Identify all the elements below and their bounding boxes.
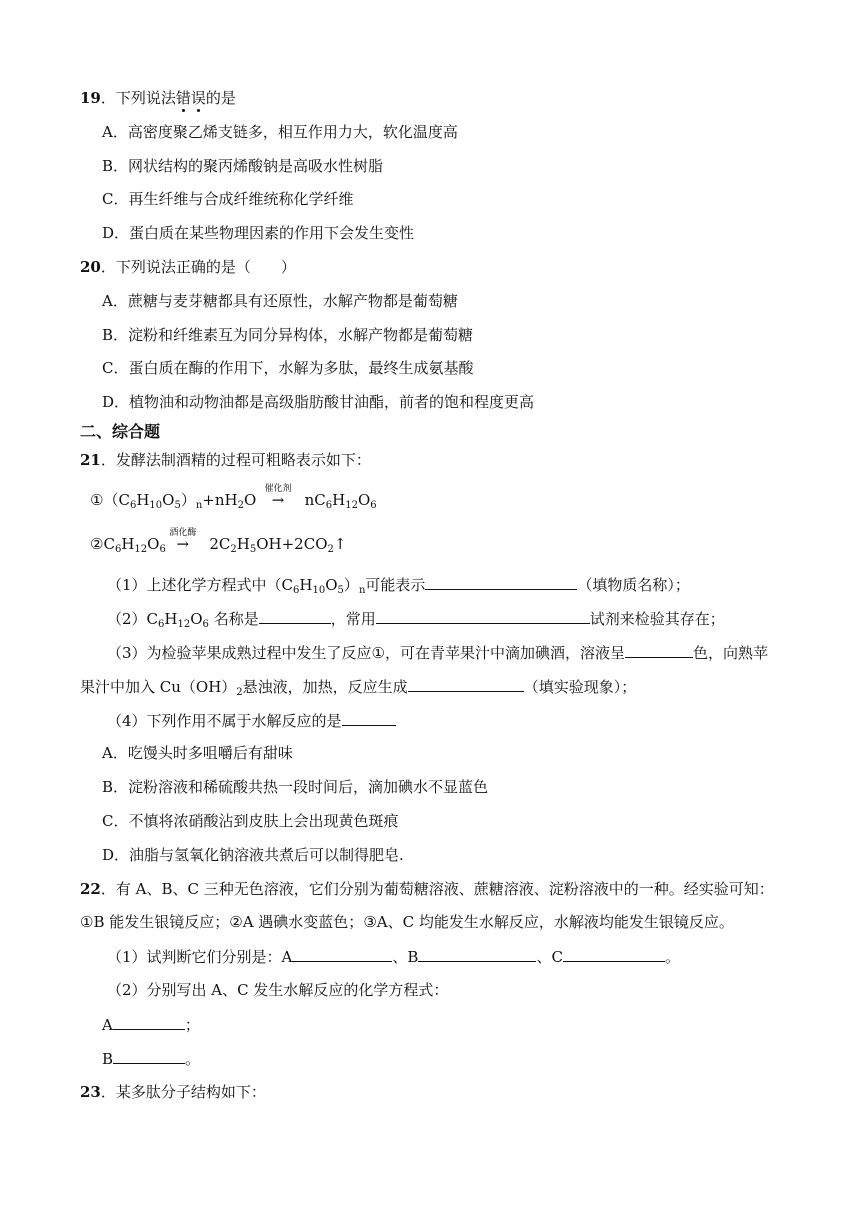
answer-blank[interactable] [425,574,577,590]
q21-stem: 21．发酵法制酒精的过程可粗略表示如下： [80,451,371,469]
emphasis-char: 错 [175,89,191,107]
q20-option-d: D．植物油和动物油都是高级脂肪酸甘油酯，前者的饱和程度更高 [102,393,535,411]
q21-sub-2: $(2)C_6H_{12}O_6$ 名称是 ，常用 试剂来检验其存在； [107,610,725,630]
q22-answer-a: A ； [102,1016,200,1034]
answer-blank[interactable] [376,608,590,624]
q21-option-a: A．吃馒头时多咀嚼后有甜味 [102,744,293,762]
arrow-icon: → [271,491,285,509]
equation-2: $②C_6H_{12}O_6$ 酒化酶 → $2C_2H_5OH+2CO_2↑$ [90,534,346,554]
q22-sub-1: （1）试判断它们分别是：A 、B 、C 。 [107,948,680,966]
catalyst-label: 催化剂 [264,484,292,494]
q22-number: 22 [80,880,101,898]
section-heading: 二、综合题 [80,422,161,441]
q21-option-c: C．不慎将浓硝酸沾到皮肤上会出现黄色斑痕 [102,812,399,830]
q19-option-d: D．蛋白质在某些物理因素的作用下会发生变性 [102,224,415,242]
q19-option-a: A．高密度聚乙烯支链多，相互作用力大，软化温度高 [102,123,458,141]
q20-stem: 20．下列说法正确的是（ ） [80,258,296,276]
answer-blank-a[interactable] [292,946,392,962]
answer-blank-b[interactable] [418,946,536,962]
answer-blank[interactable] [113,1048,185,1064]
q19-option-c: C．再生纤维与合成纤维统称化学纤维 [102,190,354,208]
answer-blank[interactable] [113,1014,185,1030]
q20-number: 20 [80,258,101,276]
q23-number: 23 [80,1083,101,1101]
q19-stem: 19．下列说法错误的是 [80,89,236,107]
q21-sub-3: （3）为检验苹果成熟过程中发生了反应①，可在青苹果汁中滴加碘酒，溶液呈 色，向熟苹 [107,644,769,662]
q22-sub-2: （2）分别写出 A、C 发生水解反应的化学方程式： [107,981,449,999]
emphasis-char: 误 [190,89,206,107]
catalyst-label: 酒化酶 [169,528,197,538]
q21-option-d: D．油脂与氢氧化钠溶液共煮后可以制得肥皂. [102,846,404,864]
q22-stem: 22．有 A、B、C 三种无色溶液，它们分别为葡萄糖溶液、蔗糖溶液、淀粉溶液中的一种。经实验可知： [80,880,774,898]
q20-option-c: C．蛋白质在酶的作用下，水解为多肽，最终生成氨基酸 [102,359,474,377]
q21-sub-1: （1）上述化学方程式中$(C_6H_{10}O_5)_n$可能表示 （填物质名称）； [107,576,690,596]
q23-stem: 23．某多肽分子结构如下： [80,1083,266,1101]
q20-option-b: B．淀粉和纤维素互为同分异构体，水解产物都是葡萄糖 [102,326,474,344]
arrow-icon: → [176,535,190,553]
answer-blank[interactable] [259,608,331,624]
answer-blank[interactable] [625,642,693,658]
q21-option-b: B．淀粉溶液和稀硫酸共热一段时间后，滴加碘水不显蓝色 [102,778,489,796]
q20-option-a: A．蔗糖与麦芽糖都具有还原性，水解产物都是葡萄糖 [102,292,458,310]
answer-blank[interactable] [342,710,396,726]
q22-facts: ①B 能发生银镜反应；②A 遇碘水变蓝色；③A、C 均能发生水解反应，水解液均能发生银镜反应。 [80,913,734,931]
q21-number: 21 [80,451,101,469]
equation-1: $①(C_6H_{10}O_5)_n+nH_2O$ 催化剂 → $nC_6H_{12}O_6$ [90,490,377,510]
answer-blank[interactable] [408,676,524,692]
q19-number: 19 [80,89,101,107]
q21-sub-4: （4）下列作用不属于水解反应的是 [107,710,396,731]
q21-sub-3-cont: 果汁中加入 $Cu(OH)_2$悬浊液，加热，反应生成 （填实验现象）； [80,678,637,698]
answer-blank-c[interactable] [563,946,665,962]
q22-answer-b: B 。 [102,1050,201,1068]
q19-option-b: B．网状结构的聚丙烯酸钠是高吸水性树脂 [102,157,384,175]
